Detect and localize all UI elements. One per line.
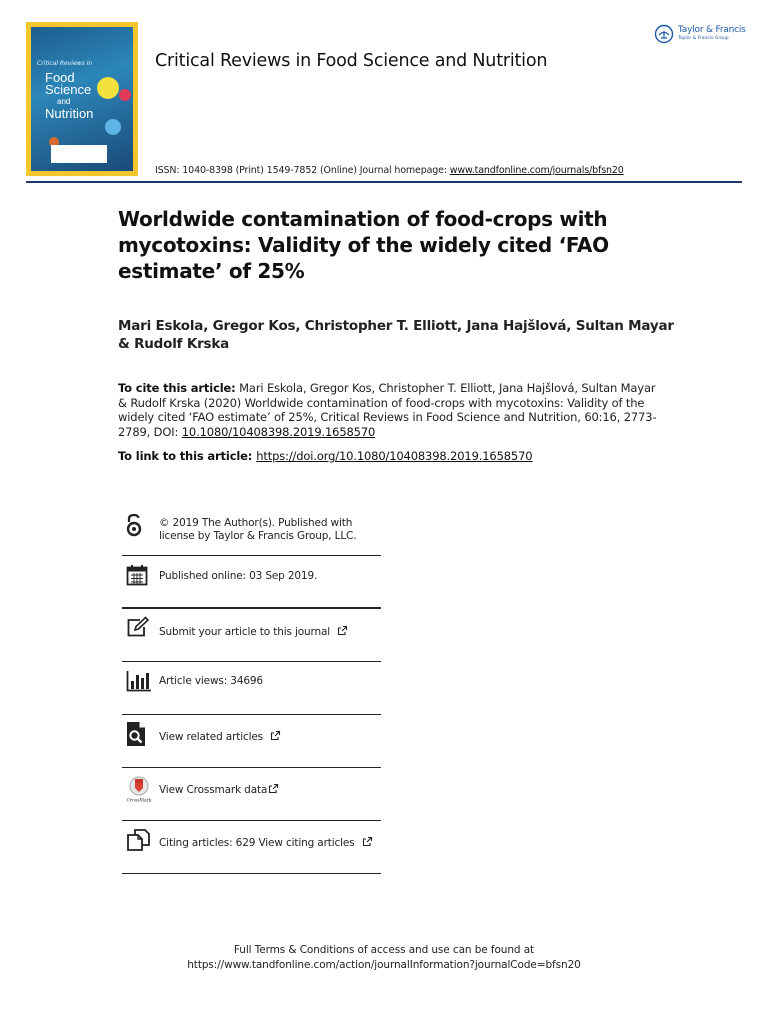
license-item: [122, 511, 381, 555]
citing-articles-icon: [126, 829, 152, 851]
cover-title-line: and: [57, 97, 71, 106]
cover-decoration: [119, 89, 131, 101]
article-doi-url-link[interactable]: https://doi.org/10.1080/10408398.2019.1658570: [256, 449, 533, 463]
submit-article-label: Submit your article to this journal: [159, 626, 331, 638]
article-views: Article views: 34696: [159, 675, 263, 687]
article-link-line: [118, 449, 532, 463]
issn-line: [155, 165, 624, 176]
bar-chart-icon: [126, 670, 152, 692]
related-articles-item[interactable]: [122, 715, 381, 767]
citing-articles-link[interactable]: [159, 836, 373, 850]
citing-articles-label: Citing articles: 629 View citing articles: [159, 837, 355, 849]
crossmark-icon: [126, 775, 154, 803]
related-articles-label: View related articles: [159, 731, 263, 743]
journal-homepage-link[interactable]: www.tandfonline.com/journals/bfsn20: [449, 165, 624, 176]
article-views-item: [122, 662, 381, 714]
cover-decoration: [97, 77, 119, 99]
terms-url-link[interactable]: https://www.tandfonline.com/action/journalInformation?journalCode=bfsn20: [187, 959, 581, 971]
citing-articles-item[interactable]: [122, 821, 381, 873]
cover-decoration: [105, 119, 121, 135]
citation-block: [118, 381, 658, 439]
related-articles-link[interactable]: [159, 730, 281, 744]
cover-title-line: Nutrition: [45, 106, 94, 121]
terms-text: Full Terms & Conditions of access and use can be found at: [233, 944, 535, 956]
doi-link[interactable]: 10.1080/10408398.2019.1658570: [181, 424, 376, 439]
citation-text: Mari Eskola, Gregor Kos, Christopher T. Elliott, Jana Hajšlová, Sultan Mayar & Rudolf Krska (2020) Worldwide contamination of food-crops with mycotoxins: Validity of the widely cited ‘FAO estimate’ of 25%, Critical Reviews in Food Science and Nutrition, 60:16, 2773-2789, DOI:: [118, 381, 657, 439]
cover-title-line: Food: [45, 70, 75, 85]
license-text: © 2019 The Author(s). Published with license by Taylor & Francis Group, LLC.: [159, 517, 357, 542]
terms-footer: [0, 943, 768, 973]
crossmark-link[interactable]: [159, 783, 279, 797]
info-divider: [122, 873, 381, 874]
cover-small-title: Critical Reviews in: [37, 60, 93, 67]
edit-icon: [126, 616, 150, 638]
submit-article-item[interactable]: [122, 609, 381, 661]
external-link-icon: [337, 625, 348, 636]
publisher-subname: Taylor & Francis Group: [678, 36, 729, 41]
published-item: [122, 556, 381, 607]
external-link-icon: [268, 783, 279, 794]
related-articles-icon: [126, 721, 148, 747]
open-access-icon: [126, 513, 142, 539]
calendar-icon: [126, 564, 148, 586]
cover-title: [45, 72, 93, 120]
article-authors: Mari Eskola, Gregor Kos, Christopher T. Elliott, Jana Hajšlová, Sultan Mayar & Rudolf Krska: [118, 318, 674, 352]
journal-title: Critical Reviews in Food Science and Nutrition: [155, 51, 548, 71]
cover-label-box: [51, 145, 107, 163]
header-divider: [26, 181, 742, 183]
publisher-name: Taylor & Francis: [678, 25, 746, 35]
external-link-icon: [362, 836, 373, 847]
issn-text: ISSN: 1040-8398 (Print) 1549-7852 (Online) Journal homepage:: [155, 165, 450, 176]
published-date: Published online: 03 Sep 2019.: [159, 570, 318, 582]
external-link-icon: [270, 730, 281, 741]
crossmark-logo-text: CrossMark: [126, 798, 152, 803]
submit-article-link[interactable]: [159, 625, 348, 639]
article-link-label: To link to this article:: [118, 449, 253, 463]
crossmark-label: View Crossmark data: [159, 784, 268, 796]
journal-cover-image: [26, 22, 138, 176]
citation-label: To cite this article:: [118, 381, 236, 395]
publisher-logo[interactable]: [654, 22, 746, 46]
cover-title-line: Science: [45, 82, 92, 97]
article-title: Worldwide contamination of food-crops with mycotoxins: Validity of the widely cited ‘FAO estimate’ of 25%: [118, 207, 609, 283]
publisher-logo-icon: [654, 24, 674, 44]
crossmark-item[interactable]: [122, 768, 381, 820]
